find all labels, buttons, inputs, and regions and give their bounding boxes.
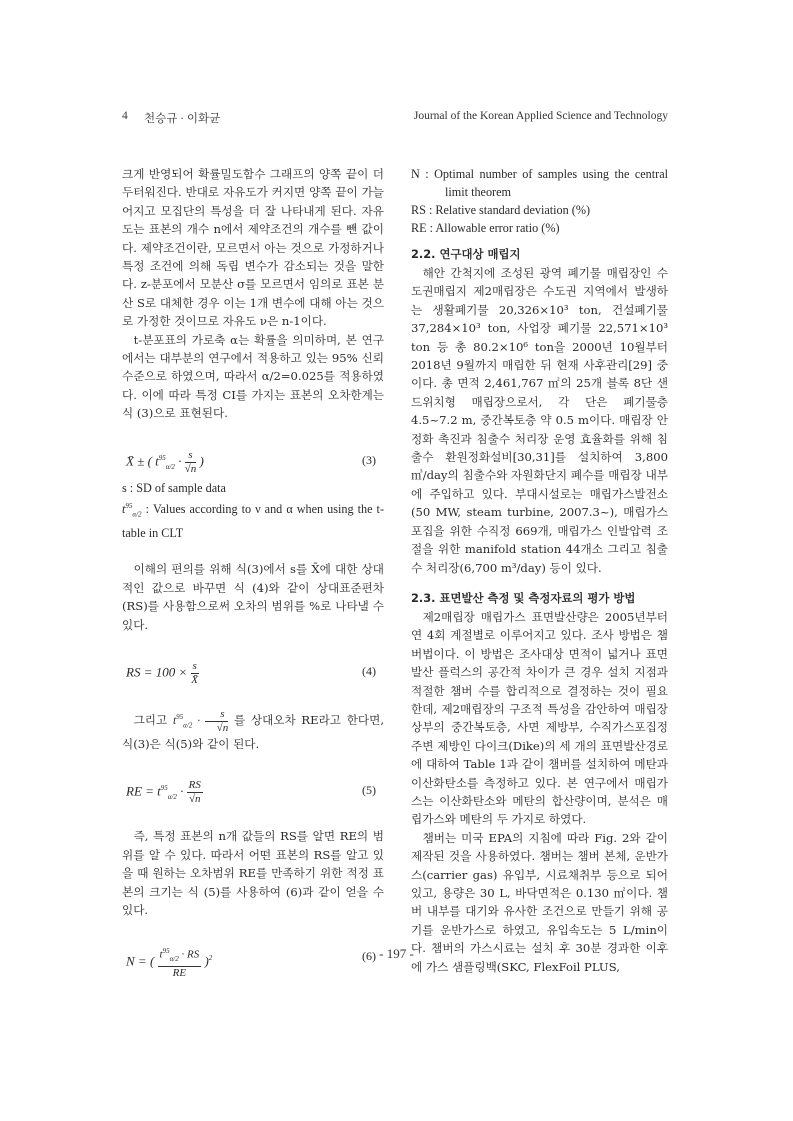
running-header: [122, 110, 668, 128]
right-column: [411, 165, 668, 976]
equation-6: N = ( $\frac{t^{95}_{\alpha/2} \cdot RS}{RE}$ )$^2$ (6): [126, 947, 376, 980]
paragraph-chamber: 챔버는 미국 EPA의 지침에 따라 Fig. 2와 같이 제작된 것을 사용하였다. 챔버는 챔버 본체, 운반가스(carrier gas) 유입부, 시료채취부 등으로 되어 있고, 용량은 30 L, 바닥면적은 0.130 ㎡이다. 챔버 내부를 대기와 유사한 조건으로 만들기 위해 공기를 운반가스로 하였고, 유입속도는 5 L/min이다. 챔버의 가스시료는 설치 후 30분 경과한 이후에 가스 샘플링백(SKC, FlexFoil PLUS,: [411, 830, 668, 974]
def-RS: RS : Relative standard deviation (%): [411, 203, 591, 217]
def-s: s : SD of sample data: [122, 480, 226, 495]
def-N: N : Optimal number of samples using the central limit theorem: [411, 167, 668, 199]
journal-title: Journal of the Korean Applied Science and Technology: [413, 110, 668, 122]
def-t: $t^{95}_{\alpha/2}$ : Values according to ν and α when using the t-table in CLT: [122, 502, 384, 540]
paragraph-chamber-method: 제2매립장 매립가스 표면발산량은 2005년부터 연 4회 계절별로 이루어지고 있다. 조사 방법은 챔버법이다. 이 방법은 조사대상 면적이 넓거나 표면발산 플럭스의 공간적 차이가 큰 경우 설치 지점과 적절한 챔버 수를 합리적으로 결정하는 것이 필요한데, 제2매립장의 구조적 특성을 감안하여 매립장 상부의 중간복토층, 사면 제방부, 수직가스포집정 주변 제방인 다이크(Dike)의 세 개의 표면발산경로에 대하여 Table 1과 같이 챔버를 설치하여 메탄과 이산화탄소를 측정하고 있다. 본 연구에서 매립가스는 이산화탄소와 메탄의 합산량이며, 분석은 매립가스와 메탄의 두 가지로 하였다.: [411, 609, 668, 827]
equation-5: RE = $t^{95}_{\alpha/2}$ · $\frac{RS}{√n}$ (5): [126, 779, 376, 806]
paragraph-relative-sd: 이해의 편의를 위해 식(3)에서 s를 X̄에 대한 상대적인 값으로 바꾸면 식 (4)와 같이 상대표준편차(RS)를 사용함으로써 오차의 범위를 %로 나타낼 수 있다.: [122, 562, 384, 632]
def-RE: RE : Allowable error ratio (%): [411, 221, 560, 235]
page-number-header: 4: [122, 110, 128, 122]
equation-4: RS = 100 × $\frac{s}{X̄}$ (4): [126, 660, 376, 687]
authors: 천승규 · 이화균: [144, 113, 221, 125]
section-heading-2-3: 2.3. 표면발산 측정 및 측정자료의 평가 방법: [411, 590, 636, 605]
paragraph-relative-error: 그리고 $t^{95}_{\alpha/2}$ · $\frac{s}{√n}$ 를 상대오차 RE라고 한다면, 식(3)은 식(5)와 같이 된다.: [122, 708, 385, 752]
section-heading-2-2: 2.2. 연구대상 매립지: [411, 247, 521, 261]
left-column: [122, 165, 385, 980]
paragraph-dof: 크게 반영되어 확률밀도함수 그래프의 양쪽 끝이 더 두터워진다. 반대로 자유도가 커지면 양쪽 끝이 가늘어지고 모집단의 특성을 더 잘 나타내게 된다. 자유도는 표본의 개수 n에서 제약조건의 개수를 뺀 값이다. 제약조건이란, 모르면서 아는 것으로 가정하거나 특정 조건에 의해 독립 변수가 감소되는 것을 말한다. z-분포에서 모분산 σ를 모르면서 임의로 표본 분산 S로 대체한 경우 이는 1개 변수에 대해 아는 것으로 가정한 것이므로 자유도 ν은 n-1이다.: [122, 167, 384, 329]
paragraph-landfill: 해안 간척지에 조성된 광역 폐기물 매립장인 수도권매립지 제2매립장은 수도권 지역에서 발생하는 생활폐기물 20,326×10³ ton, 건설폐기물 37,284×10³ ton, 사업장 폐기물 22,571×10³ ton 등 총 80.2×10⁶ ton을 2000년 10월부터 2018년 9월까지 매립한 뒤 현재 사후관리[29] 중이다. 총 면적 2,461,767 ㎡의 25개 블록 8단 샌드위치형 매립장으로서, 각 단은 폐기물층 4.5~7.2 m, 중간복토층 약 0.5 m이다. 매립장 안정화 촉진과 침출수 처리장 운영 효율화를 위해 침출수 환원정화설비[30,31]를 설치하여 3,800 ㎥/day의 침출수와 자원화단지 폐수를 매립장 내부에 주입하고 있다. 부대시설로는 매립가스발전소(50 MW, steam turbine, 2007.3~), 매립가스 포집을 위한 수직정 669개, 매립가스 인발압력 조절을 위한 manifold station 44개소 그리고 침출수 처리장(6,700 m³/day) 등이 있다.: [411, 266, 668, 575]
paragraph-t-distribution: t-분포표의 가로축 α는 확률을 의미하며, 본 연구에서는 대부분의 연구에서 적용하고 있는 95% 신뢰수준으로 하였으며, 따라서 α/2=0.025를 적용하였다. 이에 따라 특정 CI를 가지는 표본의 오차한계는 식 (3)으로 표현된다.: [122, 332, 384, 421]
definitions-eq3: [122, 479, 384, 543]
paragraph-sample-size: 즉, 특정 표본의 n개 값들의 RS를 알면 RE의 범위를 알 수 있다. 따라서 어떤 표본의 RS를 알고 있을 때 원하는 오차범위 RE를 만족하기 위한 적정 표본의 크기는 식 (5)를 사용하여 (6)과 같이 얻을 수 있다.: [122, 829, 384, 918]
equation-3: X̄ ± ( $t^{95}_{\alpha/2}$ · $\frac{s}{√n}$ ) (3): [126, 448, 376, 475]
page-footer: - 197 -: [379, 946, 414, 961]
